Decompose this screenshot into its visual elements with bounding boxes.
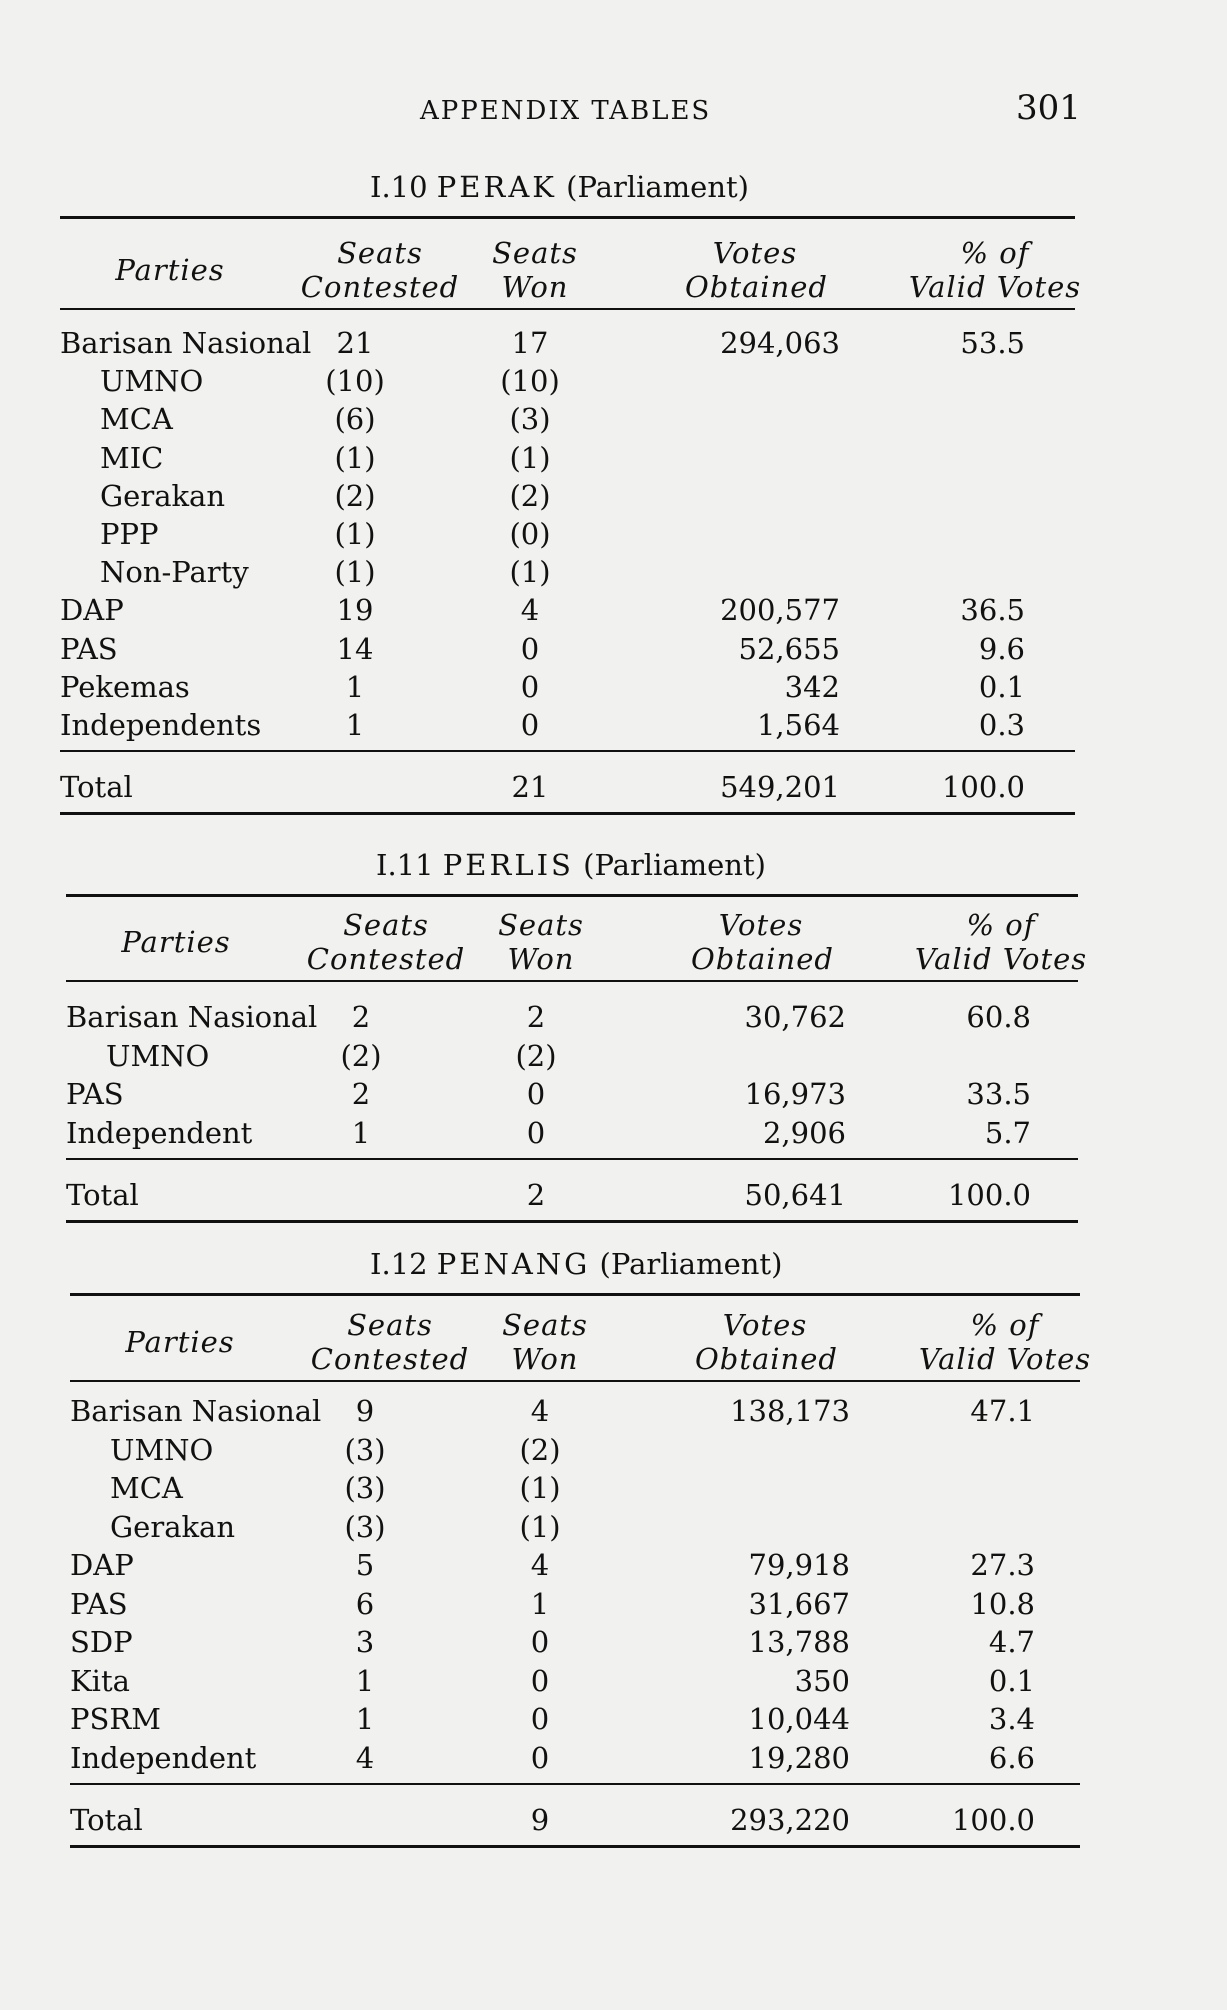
percent-cell: 6.6 — [988, 1740, 1035, 1775]
header-line: Obtained — [691, 942, 834, 976]
header-line: Parties — [125, 1325, 235, 1359]
header-parties — [100, 1325, 260, 1359]
seats-contested-cell: 9 — [355, 1394, 375, 1428]
header-votes-obtained — [685, 236, 828, 304]
seats-contested-cell: (1) — [334, 440, 376, 475]
seats-won-cell: (3) — [509, 402, 551, 437]
seats-contested-cell: 1 — [355, 1702, 375, 1736]
total-percent: 100.0 — [947, 1177, 1031, 1212]
seats-won-cell: (1) — [509, 555, 551, 590]
header-line: % of — [960, 236, 1030, 270]
header-line: Seats — [498, 908, 584, 942]
seats-contested-cell: 1 — [351, 1115, 371, 1150]
table-top-rule — [66, 894, 1078, 897]
seats-contested-cell: (1) — [334, 555, 376, 590]
table-row — [60, 708, 1075, 746]
seats-contested-cell: 5 — [355, 1548, 375, 1582]
seats-won-cell: 0 — [520, 708, 540, 742]
header-line: Parties — [115, 253, 225, 287]
votes-cell: 342 — [784, 669, 840, 704]
party-name: Gerakan — [100, 478, 226, 513]
votes-cell: 350 — [794, 1663, 850, 1698]
seats-won-cell: 0 — [526, 1115, 546, 1150]
header-line: Seats — [492, 236, 578, 270]
seats-won-cell: 0 — [526, 1077, 546, 1111]
party-name: Gerakan — [110, 1509, 236, 1544]
header-parties — [90, 253, 250, 287]
table-number: I.10 — [370, 170, 437, 204]
header-line: Contested — [310, 1342, 470, 1376]
table-state: PERAK — [436, 170, 557, 204]
seats-won-cell: (1) — [509, 440, 551, 475]
header-line: Valid Votes — [908, 270, 1082, 304]
percent-cell: 53.5 — [960, 326, 1025, 360]
table-state: PERLIS — [442, 848, 574, 882]
percent-cell: 4.7 — [988, 1625, 1035, 1659]
seats-won-cell: 0 — [530, 1740, 550, 1775]
seats-contested-cell: 6 — [355, 1586, 375, 1621]
total-percent: 100.0 — [951, 1802, 1035, 1837]
votes-cell: 294,063 — [720, 326, 840, 360]
total-votes: 293,220 — [730, 1802, 850, 1837]
votes-cell: 10,044 — [748, 1702, 850, 1736]
header-line: % of — [966, 908, 1036, 942]
seats-won-cell: (1) — [519, 1471, 561, 1505]
total-seats-won: 21 — [511, 770, 549, 804]
seats-contested-cell: 2 — [351, 1077, 371, 1111]
table-row — [60, 593, 1075, 631]
total-row — [66, 1178, 1078, 1216]
table-row — [60, 479, 1075, 517]
table-kind: (Parliament) — [556, 170, 749, 204]
table-row — [70, 1587, 1080, 1625]
table-row — [60, 441, 1075, 479]
party-name: Pekemas — [60, 669, 190, 704]
party-name: Independents — [60, 708, 262, 742]
header-percent-valid-votes — [911, 908, 1091, 976]
party-name: MIC — [100, 440, 164, 475]
header-percent-valid-votes — [915, 1308, 1095, 1376]
party-name: Barisan Nasional — [66, 1000, 318, 1034]
seats-won-cell: 17 — [511, 326, 549, 360]
table-row — [60, 517, 1075, 555]
header-seats-won — [490, 1308, 600, 1376]
party-name: Barisan Nasional — [70, 1394, 322, 1428]
total-row — [60, 770, 1075, 808]
seats-contested-cell: 14 — [336, 631, 374, 666]
percent-cell: 10.8 — [970, 1586, 1035, 1621]
header-line: Parties — [121, 925, 231, 959]
percent-cell: 47.1 — [970, 1394, 1035, 1428]
header-seats-contested — [295, 236, 465, 304]
header-parties — [96, 925, 256, 959]
header-line: Valid Votes — [914, 942, 1088, 976]
header-line: Valid Votes — [918, 1342, 1092, 1376]
table-bottom-rule — [70, 1845, 1080, 1848]
header-line: Won — [507, 942, 575, 976]
percent-cell: 3.4 — [988, 1702, 1035, 1736]
percent-cell: 27.3 — [970, 1548, 1035, 1582]
seats-contested-cell: 19 — [336, 593, 374, 628]
header-votes-obtained — [691, 908, 834, 976]
table-row — [60, 402, 1075, 440]
seats-won-cell: 0 — [530, 1702, 550, 1736]
table-top-rule — [70, 1293, 1080, 1296]
table-number: I.12 — [370, 1247, 437, 1281]
party-name: Independent — [66, 1115, 253, 1150]
seats-won-cell: (10) — [500, 364, 560, 399]
party-name: PPP — [100, 517, 159, 551]
party-name: Barisan Nasional — [60, 326, 312, 360]
header-seats-contested — [301, 908, 471, 976]
total-row — [70, 1803, 1080, 1841]
party-name: UMNO — [110, 1432, 214, 1467]
header-line: % of — [970, 1308, 1040, 1342]
table-row — [70, 1471, 1080, 1509]
table-row — [70, 1394, 1080, 1432]
total-label: Total — [70, 1802, 143, 1837]
header-line: Votes — [718, 908, 804, 942]
seats-contested-cell: (2) — [334, 478, 376, 513]
total-label: Total — [60, 770, 133, 804]
header-line: Obtained — [685, 270, 828, 304]
total-rule — [60, 750, 1075, 752]
header-line: Won — [511, 1342, 579, 1376]
votes-cell: 52,655 — [738, 631, 840, 666]
table-bottom-rule — [60, 812, 1075, 815]
table-kind: (Parliament) — [573, 848, 766, 882]
total-percent: 100.0 — [941, 770, 1025, 804]
seats-won-cell: (1) — [519, 1509, 561, 1544]
table-row — [70, 1625, 1080, 1663]
seats-contested-cell: 4 — [355, 1740, 375, 1775]
party-name: Kita — [70, 1663, 130, 1698]
percent-cell: 0.1 — [978, 669, 1025, 704]
party-name: UMNO — [106, 1038, 210, 1073]
seats-contested-cell: (6) — [334, 402, 376, 437]
header-seats-contested — [305, 1308, 475, 1376]
total-votes: 549,201 — [720, 770, 840, 804]
votes-cell: 200,577 — [720, 593, 840, 628]
header-percent-valid-votes — [905, 236, 1085, 304]
party-name: PAS — [60, 631, 118, 666]
table-row — [60, 364, 1075, 402]
header-line: Seats — [337, 236, 423, 270]
percent-cell: 0.3 — [978, 708, 1025, 742]
seats-won-cell: 4 — [520, 593, 540, 628]
votes-cell: 79,918 — [748, 1548, 850, 1582]
header-line: Votes — [712, 236, 798, 270]
header-seats-won — [480, 236, 590, 304]
header-line: Obtained — [695, 1342, 838, 1376]
percent-cell: 0.1 — [988, 1663, 1035, 1698]
seats-won-cell: 2 — [526, 1000, 546, 1034]
table-kind: (Parliament) — [590, 1247, 783, 1281]
seats-contested-cell: (1) — [334, 517, 376, 551]
percent-cell: 9.6 — [978, 631, 1025, 666]
header-line: Won — [501, 270, 569, 304]
header-line: Seats — [347, 1308, 433, 1342]
table-bottom-rule — [66, 1220, 1078, 1223]
seats-contested-cell: (10) — [325, 364, 385, 399]
header-votes-obtained — [695, 1308, 838, 1376]
seats-won-cell: (2) — [519, 1432, 561, 1467]
table-row — [66, 1077, 1078, 1115]
table-row — [70, 1664, 1080, 1702]
total-seats-won: 9 — [530, 1802, 550, 1837]
header-line: Seats — [343, 908, 429, 942]
header-line: Seats — [502, 1308, 588, 1342]
percent-cell: 5.7 — [984, 1115, 1031, 1150]
party-name: PSRM — [70, 1702, 161, 1736]
seats-won-cell: 0 — [530, 1663, 550, 1698]
votes-cell: 19,280 — [748, 1740, 850, 1775]
votes-cell: 30,762 — [744, 1000, 846, 1034]
table-row — [70, 1702, 1080, 1740]
table-row — [60, 326, 1075, 364]
seats-contested-cell: (2) — [340, 1038, 382, 1073]
seats-won-cell: 0 — [530, 1625, 550, 1659]
header-rule — [66, 980, 1078, 982]
seats-contested-cell: 1 — [345, 669, 365, 704]
header-line: Contested — [300, 270, 460, 304]
table-row — [70, 1741, 1080, 1779]
party-name: SDP — [70, 1625, 133, 1659]
table-row — [66, 1039, 1078, 1077]
table-number: I.11 — [376, 848, 443, 882]
seats-won-cell: 4 — [530, 1548, 550, 1582]
seats-won-cell: 1 — [530, 1586, 550, 1621]
seats-contested-cell: 3 — [355, 1625, 375, 1659]
votes-cell: 2,906 — [762, 1115, 846, 1150]
total-votes: 50,641 — [744, 1177, 846, 1212]
table-title — [376, 848, 766, 882]
percent-cell: 36.5 — [960, 593, 1025, 628]
table-top-rule — [60, 216, 1075, 219]
seats-contested-cell: 2 — [351, 1000, 371, 1034]
seats-contested-cell: 1 — [345, 708, 365, 742]
votes-cell: 16,973 — [744, 1077, 846, 1111]
votes-cell: 31,667 — [748, 1586, 850, 1621]
party-name: UMNO — [100, 364, 204, 399]
total-rule — [70, 1783, 1080, 1785]
header-line: Votes — [722, 1308, 808, 1342]
votes-cell: 1,564 — [756, 708, 840, 742]
party-name: DAP — [70, 1548, 134, 1582]
seats-won-cell: 0 — [520, 669, 540, 704]
party-name: DAP — [60, 593, 124, 628]
party-name: Non-Party — [100, 555, 249, 590]
votes-cell: 138,173 — [730, 1394, 850, 1428]
table-title — [370, 1247, 782, 1281]
seats-contested-cell: (3) — [344, 1509, 386, 1544]
votes-cell: 13,788 — [748, 1625, 850, 1659]
table-row — [70, 1510, 1080, 1548]
total-seats-won: 2 — [526, 1177, 546, 1212]
running-title: APPENDIX TABLES — [420, 96, 712, 126]
party-name: MCA — [110, 1471, 183, 1505]
seats-won-cell: (2) — [509, 478, 551, 513]
seats-contested-cell: (3) — [344, 1471, 386, 1505]
party-name: MCA — [100, 402, 173, 437]
percent-cell: 60.8 — [966, 1000, 1031, 1034]
table-row — [70, 1433, 1080, 1471]
header-seats-won — [486, 908, 596, 976]
table-title — [370, 170, 749, 204]
table-row — [60, 670, 1075, 708]
total-label: Total — [66, 1177, 139, 1212]
party-name: PAS — [66, 1077, 124, 1111]
seats-won-cell: (0) — [509, 517, 551, 551]
table-row — [60, 632, 1075, 670]
seats-contested-cell: 21 — [336, 326, 374, 360]
total-rule — [66, 1158, 1078, 1160]
seats-won-cell: 4 — [530, 1394, 550, 1428]
table-row — [66, 1000, 1078, 1038]
header-rule — [70, 1380, 1080, 1382]
seats-won-cell: 0 — [520, 631, 540, 666]
table-row — [70, 1548, 1080, 1586]
seats-contested-cell: (3) — [344, 1432, 386, 1467]
table-state: PENANG — [436, 1247, 591, 1281]
party-name: Independent — [70, 1740, 257, 1775]
party-name: PAS — [70, 1586, 128, 1621]
seats-contested-cell: 1 — [355, 1663, 375, 1698]
header-line: Contested — [306, 942, 466, 976]
page-number: 301 — [1016, 88, 1081, 128]
percent-cell: 33.5 — [966, 1077, 1031, 1111]
table-row — [66, 1116, 1078, 1154]
table-row — [60, 555, 1075, 593]
header-rule — [60, 308, 1075, 310]
seats-won-cell: (2) — [515, 1038, 557, 1073]
